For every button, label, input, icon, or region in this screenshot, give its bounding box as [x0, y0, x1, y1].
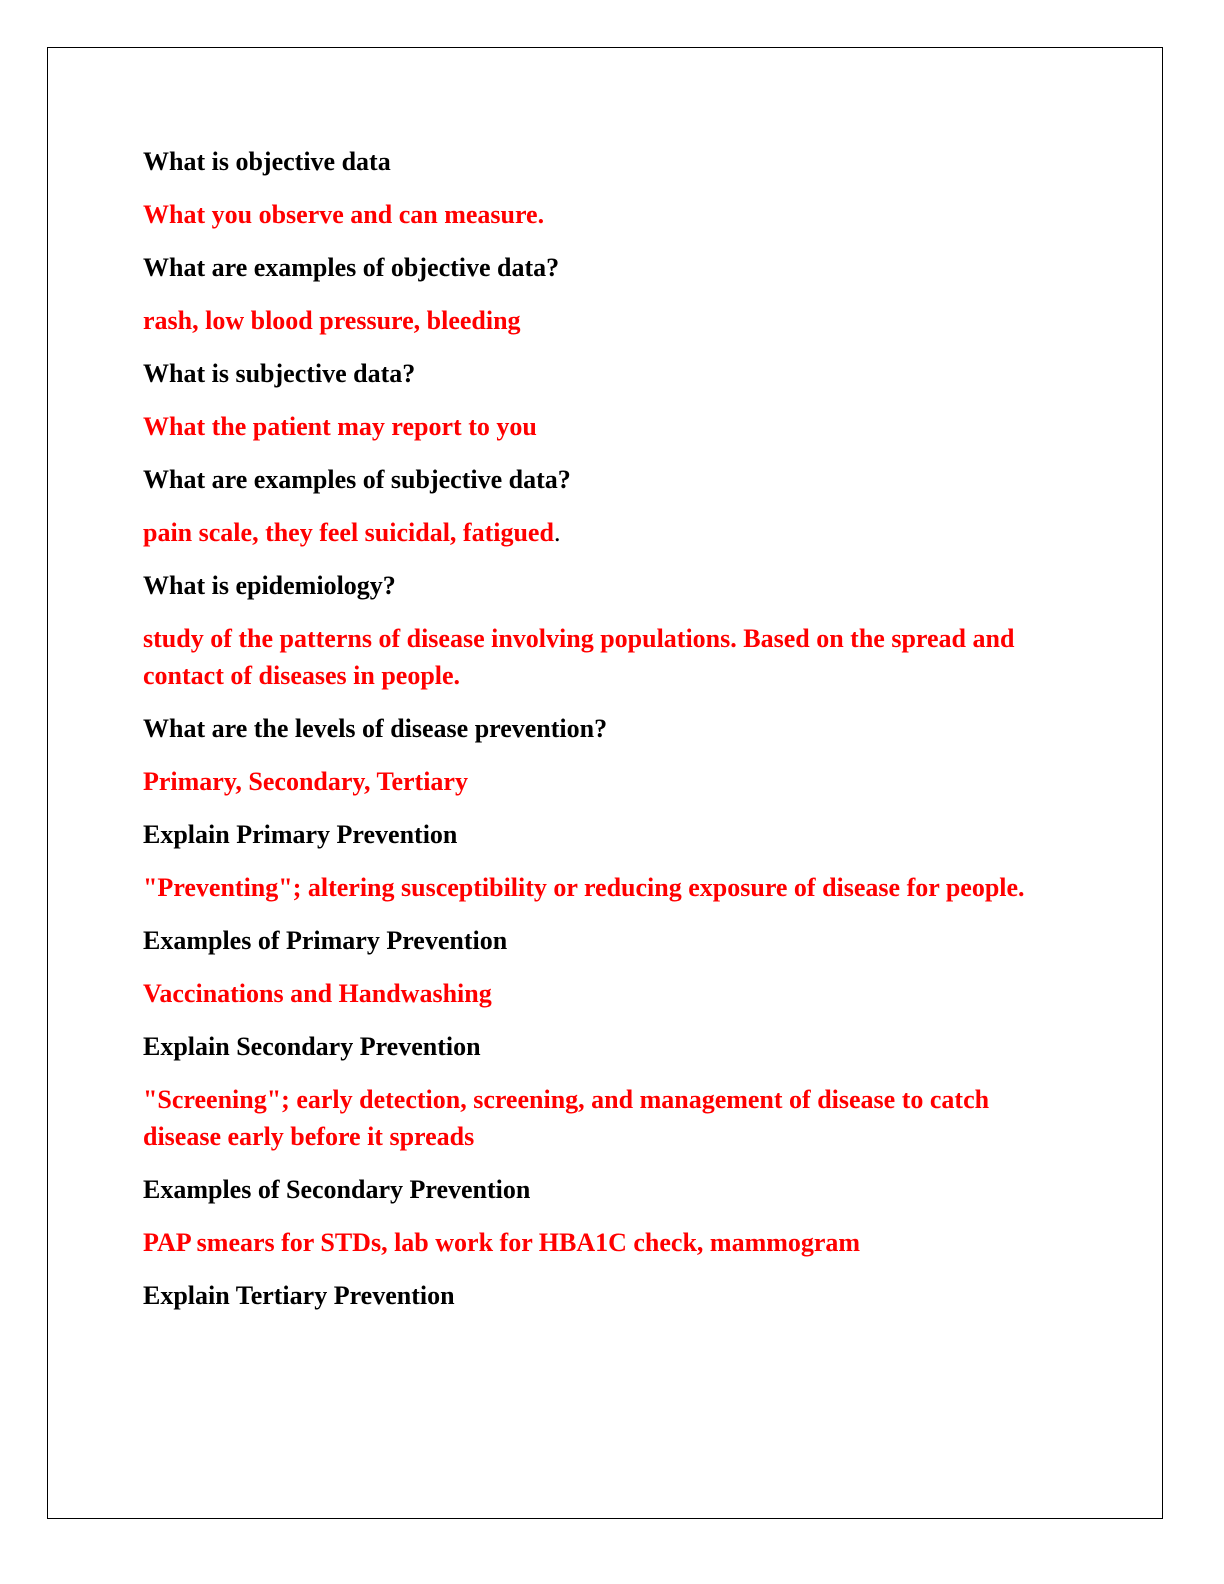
question-text: Explain Secondary Prevention [143, 1032, 481, 1061]
question-text: Explain Primary Prevention [143, 820, 458, 849]
answer-text: "Screening"; early detection, screening, and management of disease to catch disease early before it spreads [143, 1085, 990, 1151]
question-text: Examples of Secondary Prevention [143, 1175, 531, 1204]
question-text: What is epidemiology? [143, 571, 396, 600]
answer-text-with-trailing [143, 514, 1073, 551]
answer-text: "Preventing"; altering susceptibility or reducing exposure of disease for people. [143, 873, 1025, 902]
answer-text: What you observe and can measure. [143, 200, 545, 229]
answer-text: pain scale, they feel suicidal, fatigued [143, 518, 554, 547]
question-text: Examples of Primary Prevention [143, 926, 508, 955]
answer-text: Primary, Secondary, Tertiary [143, 767, 468, 796]
question-text: What are examples of subjective data? [143, 465, 571, 494]
answer-text: study of the patterns of disease involving populations. Based on the spread and contact of diseases in people. [143, 624, 1015, 690]
question-text: What is objective data [143, 147, 391, 176]
answer-text: What the patient may report to you [143, 412, 537, 441]
question-text: What is subjective data? [143, 359, 416, 388]
trailing-period: . [553, 518, 561, 547]
document-page [47, 47, 1163, 1519]
question-text: Explain Tertiary Prevention [143, 1281, 455, 1310]
answer-text: rash, low blood pressure, bleeding [143, 306, 521, 335]
question-text: What are the levels of disease prevention? [143, 714, 608, 743]
question-text: What are examples of objective data? [143, 253, 560, 282]
qa-list [143, 143, 1073, 1330]
answer-text: PAP smears for STDs, lab work for HBA1C check, mammogram [143, 1228, 861, 1257]
answer-text: Vaccinations and Handwashing [143, 979, 492, 1008]
